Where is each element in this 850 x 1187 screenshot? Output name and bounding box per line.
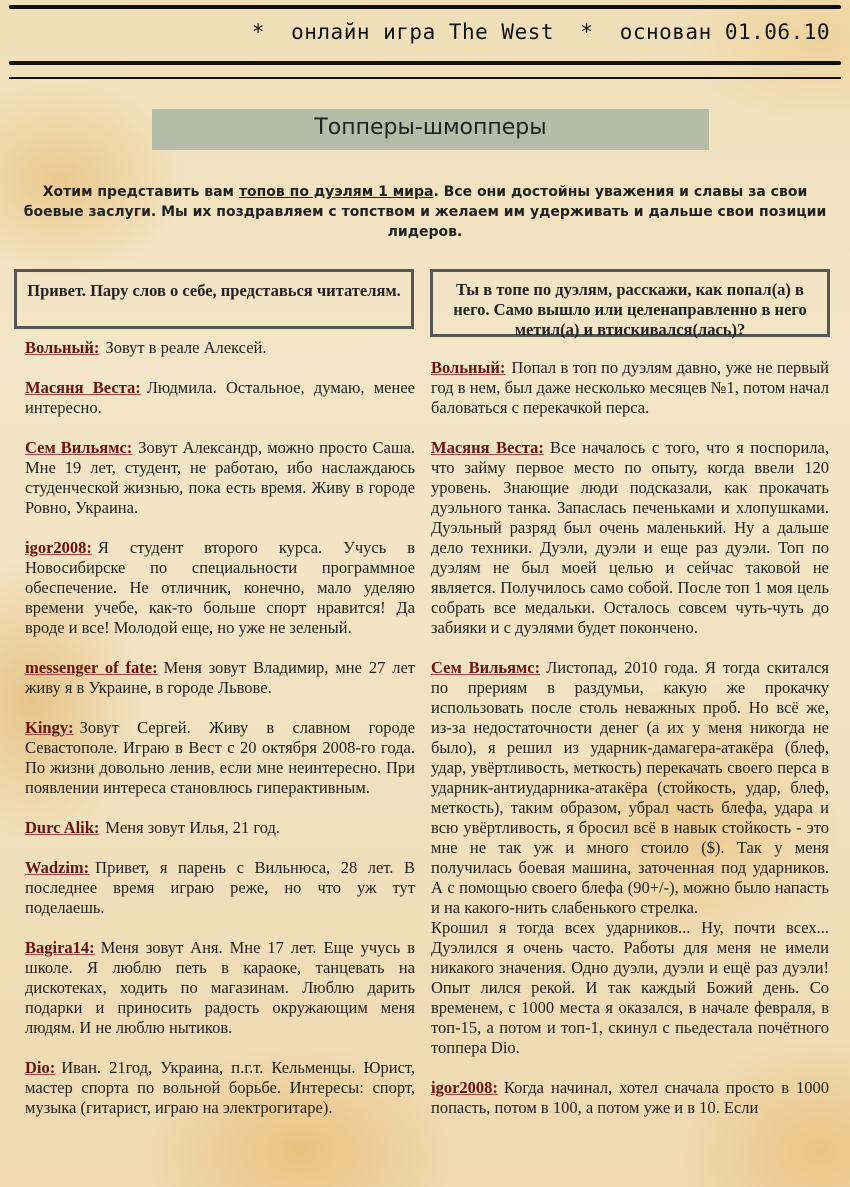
masthead-rule-thick (9, 61, 841, 65)
answer-text: Когда начинал, хотел сначала просто в 1000 попасть, потом в 100, а потом уже и в 10. Если (431, 1078, 829, 1117)
player-name: Bagira14: (25, 938, 95, 957)
player-name: Сем Вильямс: (25, 438, 133, 457)
answer-entry (431, 658, 829, 918)
player-name: igor2008: (25, 538, 92, 557)
masthead: * онлайн игра The West * основан 01.06.10 (251, 20, 830, 44)
player-name: Масяня Веста: (431, 438, 544, 457)
left-column (14, 269, 414, 1118)
intro-text-after: . Все они достойны уважения и славы за свои боевые заслуги. Мы их поздравляем с топством и желаем им удерживать и дальше свои позиции лидеров. (23, 184, 827, 240)
player-name: Сем Вильямс: (431, 658, 541, 677)
answer-continuation: Крошил я тогда всех ударников... Ну, почти всех... Дуэлился я очень часто. Работы для меня не имели никакого значения. Одно дуэли, дуэли и ещё раз дуэли! Опыт лился рекой. И так каждый Божий день. Со временем, с 1000 места я оказался, в начале февраля, в топ-15, а потом и топ-1, скинул с пьедестала почётного топпера Dio. (431, 918, 829, 1057)
answer-text: Попал в топ по дуэлям давно, уже не первый год в нем, был даже несколько месяцев №1, потом начал баловаться с перекачкой перса. (431, 358, 829, 417)
answer-text: Меня зовут Аня. Мне 17 лет. Еще учусь в школе. Я люблю петь в караоке, танцевать на дискотеках, ходить по магазинам. Люблю дарить подарки и приносить радость окружающим меня людям. И не люблю нытиков. (25, 938, 415, 1037)
player-name: Durc Alik: (25, 818, 100, 837)
player-name: Вольный: (431, 358, 506, 377)
player-name: Kingy: (25, 718, 74, 737)
player-name: Wadzim: (25, 858, 90, 877)
answer-text: Зовут Сергей. Живу в славном городе Севастополе. Играю в Вест с 20 октября 2008-го года. По жизни довольно ленив, если мне неинтересно. При появлении интереса становлюсь гиперактивным. (25, 718, 415, 797)
answer-entry (431, 358, 829, 418)
article-title-banner (152, 109, 709, 150)
question-box-intro (14, 269, 414, 329)
answer-entry (25, 338, 415, 358)
masthead-rule-thin (9, 77, 841, 79)
player-name: Вольный: (25, 338, 100, 357)
intro-paragraph (20, 182, 830, 242)
answer-entry (431, 438, 829, 638)
top-rule (9, 5, 841, 9)
answers-list (430, 358, 829, 1118)
answers-list (14, 338, 415, 1118)
answer-entry (25, 538, 415, 638)
answer-text: Людмила. Остальное, думаю, менее интересно. (25, 378, 415, 417)
question-box-how-got-top (430, 269, 830, 337)
answer-text: Меня зовут Владимир, мне 27 лет живу я в Украине, в городе Львове. (25, 658, 415, 697)
answer-entry (25, 718, 415, 798)
answer-text: Зовут Александр, можно просто Саша. Мне 19 лет, студент, не работаю, ибо наслаждаюсь студенческой жизнью, пока есть время. Живу в городе Ровно, Украина. (25, 438, 415, 517)
player-name: messenger of fate: (25, 658, 158, 677)
player-name: Dio: (25, 1058, 56, 1077)
answer-text: Привет, я парень с Вильнюса, 28 лет. В последнее время играю реже, но что уж тут поделаешь. (25, 858, 415, 917)
answer-text: Меня зовут Илья, 21 год. (105, 818, 281, 837)
answer-entry (25, 1058, 415, 1118)
answer-entry (25, 938, 415, 1038)
right-column (430, 269, 830, 1118)
article-title: Топперы-шмопперы (314, 115, 547, 140)
question-text: Ты в топе по дуэлям, расскажи, как попал(а) в него. Само вышло или целенаправленно в него метил(а) и втискивался(лась)? (453, 280, 807, 339)
top-duelists-link[interactable]: топов по дуэлям 1 мира (238, 184, 434, 200)
answer-entry (25, 378, 415, 418)
answer-text: Иван. 21год, Украина, п.г.т. Кельменцы. Юрист, мастер спорта по вольной борьбе. Интересы: спорт, музыка (гитарист, играю на электрогитаре). (25, 1058, 415, 1117)
answer-entry (25, 818, 415, 838)
answer-entry (25, 658, 415, 698)
answer-text: Зовут в реале Алексей. (105, 338, 267, 357)
intro-text-before: Хотим представить вам (42, 184, 239, 200)
player-name: igor2008: (431, 1078, 498, 1097)
answer-entry (25, 438, 415, 518)
player-name: Масяня Веста: (25, 378, 141, 397)
answer-entry (25, 858, 415, 918)
answer-text: Я студент второго курса. Учусь в Новосибирске по специальности программное обеспечение. Не отличник, конечно, мало уделяю времени учебе, как-то больше спорт нравится! Да вроде и все! Молодой еще, но уже не зеленый. (25, 538, 415, 637)
answer-text: Все началось с того, что я поспорила, что займу первое место по опыту, когда ввели 120 уровень. Знающие люди подсказали, как прокачать дуэльного танка. Запаслась печеньками и хлопушками. Дуэльный разряд был очень маленький. Ну а дальше дело техники. Дуэли, дуэли и еще раз дуэли. Топ по дуэлям не был моей целью и сейчас таковой не является. Получилось само собой. После топ 1 моя цель собрать все медальки. Осталось совсем чуть-чуть до забияки и с дуэлями будет покончено. (431, 438, 829, 637)
answer-text: Листопад, 2010 года. Я тогда скитался по прериям в раздумьи, какую же прокачку использовать после столь неважных проб. Но всё же, из-за недостаточности денег (а их у меня никогда не было), я решил из ударник-дамагера-атакёра (блеф, удар, увёртливость, меткость) перекачать своего перса в ударник-антиударника-атакёра (стойкость, удар, блеф, меткость), таким образом, убрал часть блефа, удара и всю увёртливость, я бросил всё в навык стойкость - это мне не так уж и много стоило ($). Так у меня получилась боевая машина, заточенная под ударников. А с помощью своего блефа (90+/-), можно было напасть и на какого-нить слабенького стрелка. (431, 658, 829, 917)
question-text: Привет. Пару слов о себе, представься читателям. (27, 281, 401, 300)
answer-entry (431, 1078, 829, 1118)
